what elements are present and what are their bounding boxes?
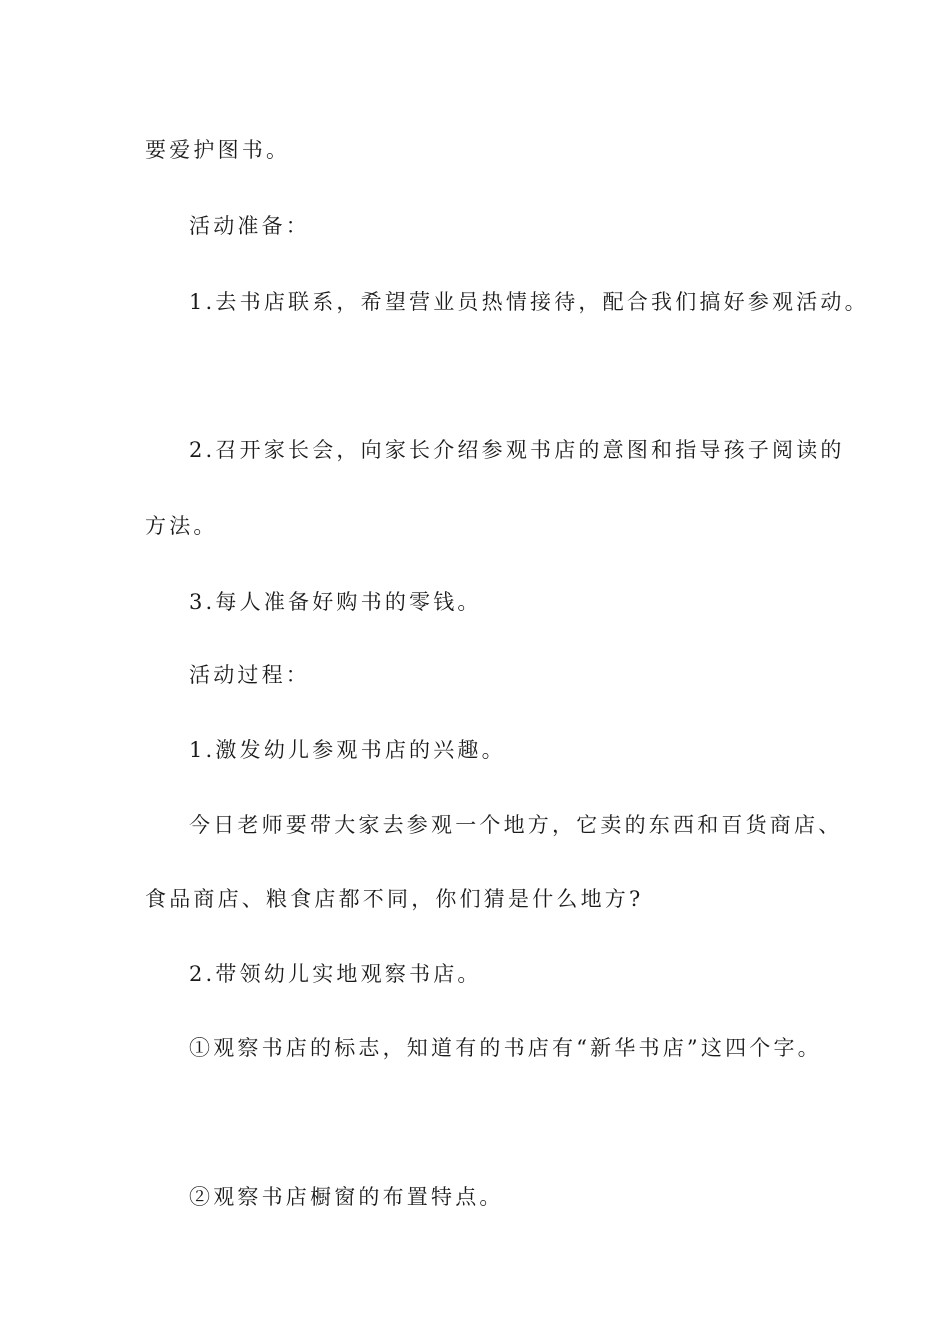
paragraph-line: 食品商店、粮食店都不同，你们猜是什么地方? — [145, 887, 644, 911]
list-item: 1.激发幼儿参观书店的兴趣。 — [189, 738, 506, 762]
list-item: ②观察书店橱窗的布置特点。 — [189, 1185, 504, 1209]
section-heading: 活动准备： — [189, 214, 310, 238]
list-item: ①观察书店的标志，知道有的书店有“新华书店”这四个字。 — [189, 1036, 822, 1060]
paragraph-line: 方法。 — [145, 514, 218, 538]
section-heading: 活动过程： — [189, 663, 310, 687]
list-item: 2.召开家长会，向家长介绍参观书店的意图和指导孩子阅读的 — [189, 438, 845, 462]
list-item: 1.去书店联系，希望营业员热情接待，配合我们搞好参观活动。 — [189, 290, 869, 314]
list-item: 2.带领幼儿实地观察书店。 — [189, 962, 482, 986]
paragraph-line: 今日老师要带大家去参观一个地方，它卖的东西和百货商店、 — [189, 813, 843, 837]
paragraph-line: 要爱护图书。 — [145, 138, 291, 162]
list-item: 3.每人准备好购书的零钱。 — [189, 590, 482, 614]
